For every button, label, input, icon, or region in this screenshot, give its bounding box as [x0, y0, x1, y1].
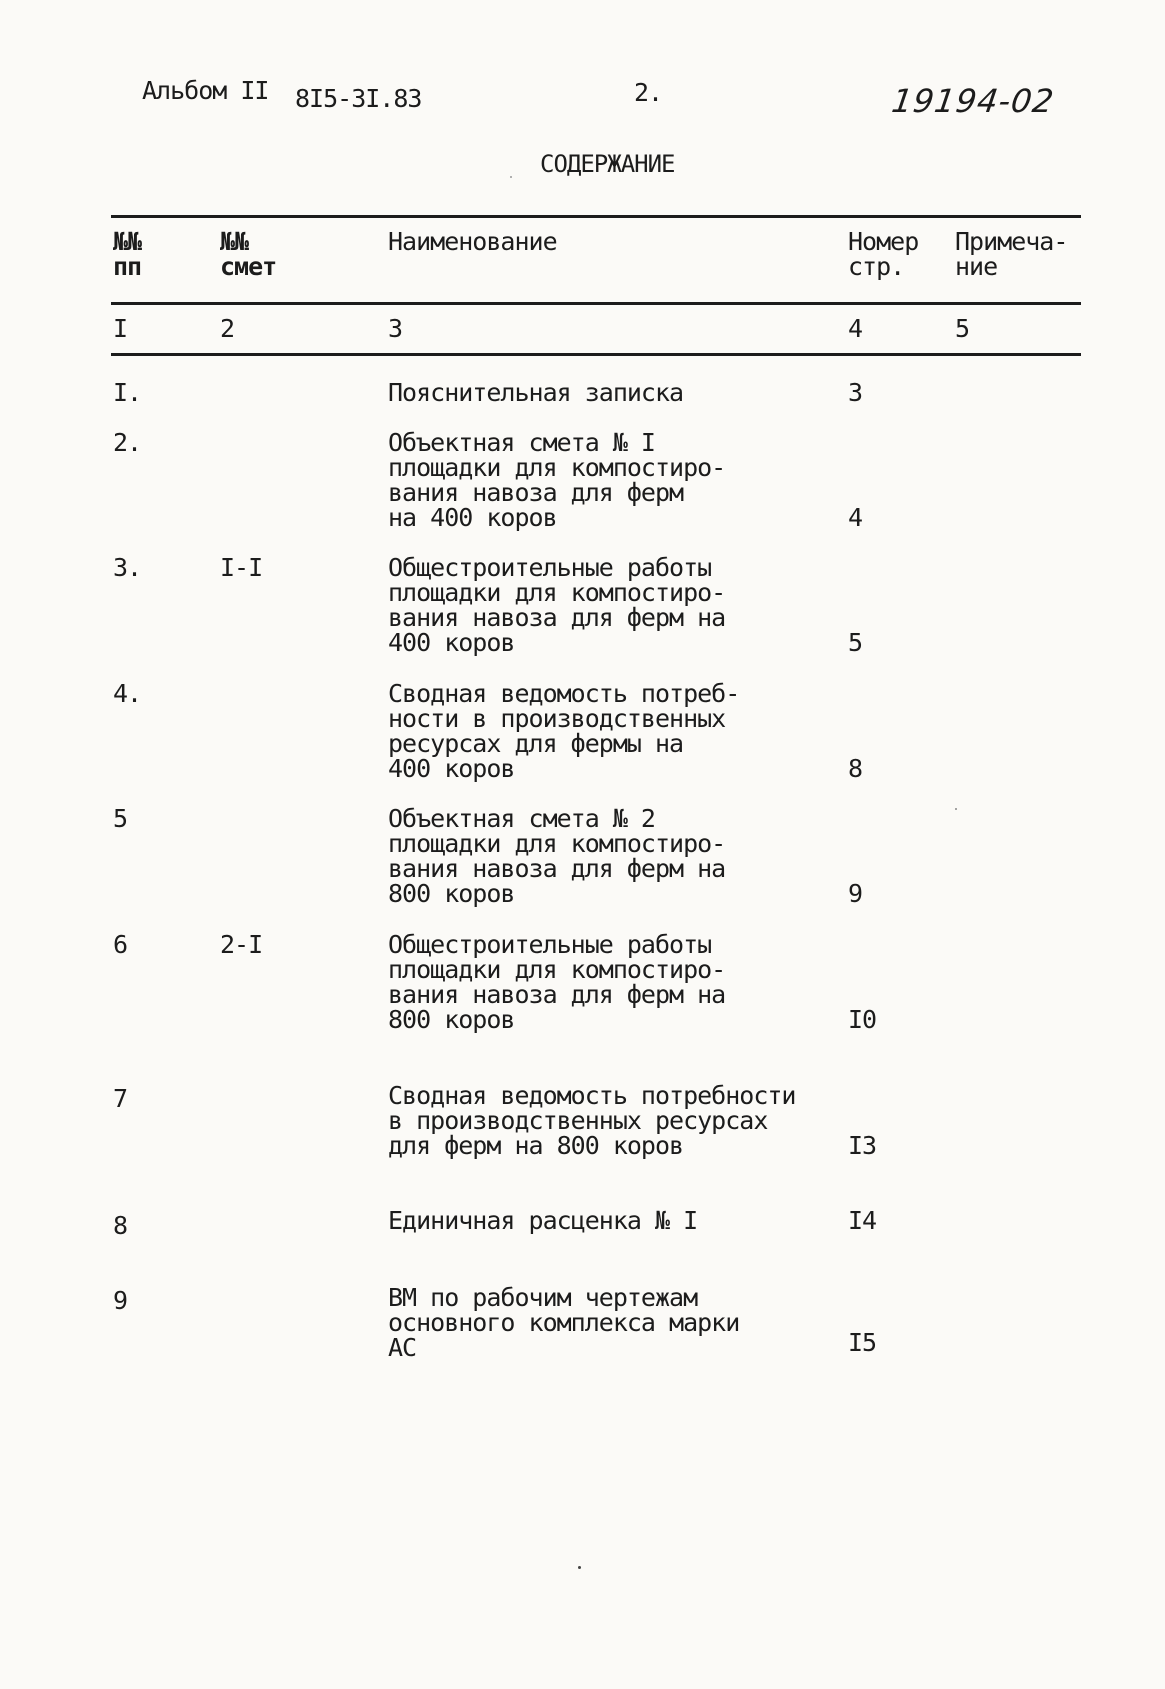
row-page: 4 — [848, 503, 863, 532]
header-bottom-rule — [111, 302, 1081, 305]
scan-speck — [955, 808, 957, 810]
document-code: 8I5-3I.83 — [295, 84, 422, 113]
header-name: Наименование — [388, 227, 557, 256]
row-name: Общестроительные работы площадки для компостиро- вания навоза для ферм на 400 коров — [388, 553, 726, 657]
header-page: Номер стр. — [848, 227, 919, 281]
index-note: 5 — [955, 314, 970, 343]
row-name: Объектная смета № 2 площадки для компостиро- вания навоза для ферм на 800 коров — [388, 804, 726, 908]
handwritten-inventory-number: 19194-02 — [889, 82, 1057, 120]
row-page: I0 — [848, 1005, 877, 1034]
row-name: Пояснительная записка — [388, 378, 684, 407]
row-name: Объектная смета № I площадки для компостиро- вания навоза для ферм на 400 коров — [388, 428, 726, 532]
page-title: СОДЕРЖАНИЕ — [540, 150, 675, 178]
scan-speck — [510, 176, 512, 178]
row-page: I4 — [848, 1206, 877, 1235]
row-num: 2. — [113, 428, 142, 457]
album-label: Альбом II — [142, 76, 269, 105]
row-num: I. — [113, 378, 142, 407]
table-top-rule — [111, 215, 1081, 218]
row-num: 8 — [113, 1211, 128, 1240]
row-estimate: 2-I — [220, 930, 263, 959]
page-number: 2. — [634, 78, 663, 107]
header-estimate: №№ смет — [220, 227, 277, 281]
row-page: 5 — [848, 628, 863, 657]
index-page: 4 — [848, 314, 863, 343]
index-num: I — [113, 314, 128, 343]
row-page: 9 — [848, 879, 863, 908]
index-row-bottom-rule — [111, 353, 1081, 356]
row-estimate: I-I — [220, 553, 263, 582]
row-num: 7 — [113, 1084, 128, 1113]
row-num: 4. — [113, 679, 142, 708]
row-page: I3 — [848, 1131, 877, 1160]
row-num: 5 — [113, 804, 128, 833]
row-name: Общестроительные работы площадки для компостиро- вания навоза для ферм на 800 коров — [388, 930, 726, 1034]
row-page: 8 — [848, 754, 863, 783]
row-num: 9 — [113, 1286, 128, 1315]
scan-speck — [578, 1566, 581, 1569]
row-name: Сводная ведомость потреб- ности в производственных ресурсах для фермы на 400 коров — [388, 679, 740, 783]
header-note: Примеча- ние — [955, 227, 1068, 281]
row-page: 3 — [848, 378, 863, 407]
index-name: 3 — [388, 314, 403, 343]
row-name: Единичная расценка № I — [388, 1206, 698, 1235]
row-name: ВМ по рабочим чертежам основного комплекса марки АС — [388, 1283, 740, 1362]
row-name: Сводная ведомость потребности в производственных ресурсах для ферм на 800 коров — [388, 1081, 796, 1160]
row-page: I5 — [848, 1328, 877, 1357]
index-estimate: 2 — [220, 314, 235, 343]
row-num: 3. — [113, 553, 142, 582]
row-num: 6 — [113, 930, 128, 959]
header-num: №№ пп — [113, 227, 142, 281]
